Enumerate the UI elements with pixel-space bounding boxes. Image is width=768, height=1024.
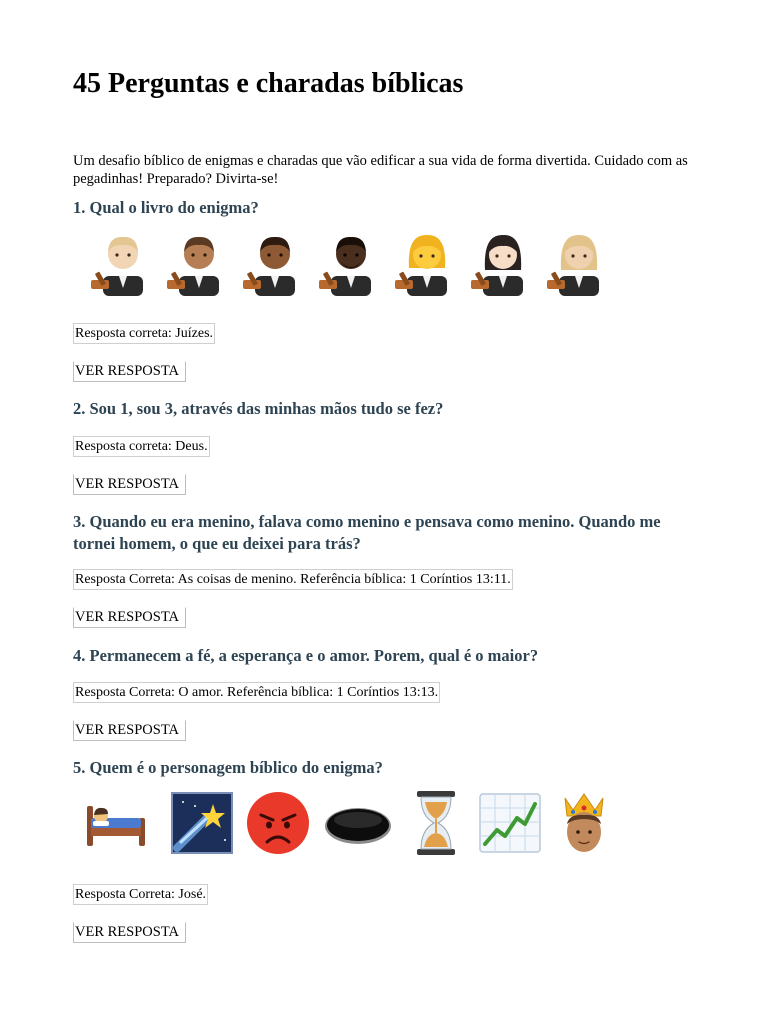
prince-icon <box>551 788 617 858</box>
judge-light-skin-icon <box>89 228 155 298</box>
person-in-bed-icon <box>83 788 149 858</box>
shooting-star-icon <box>169 788 235 858</box>
question-3: 3. Quando eu era menino, falava como menino e pensava como menino. Quando me tornei homem, o que eu deixei para trás? <box>73 512 661 553</box>
question-5: 5. Quem é o personagem bíblico do enigma? <box>73 758 383 777</box>
answer-1: Resposta correta: Juízes. <box>73 323 215 344</box>
answer-5: Resposta Correta: José. <box>73 884 208 905</box>
answer-4: Resposta Correta: O amor. Referência bíblica: 1 Coríntios 13:13. <box>73 682 440 703</box>
question-2: 2. Sou 1, sou 3, através das minhas mãos tudo se fez? <box>73 399 444 418</box>
intro-paragraph: Um desafio bíblico de enigmas e charadas que vão edificar a sua vida de forma divertida. Cuidado com as pegadinhas! Preparado? Divirta-se! <box>73 153 688 187</box>
female-judge-yellow-icon <box>393 228 459 298</box>
ver-resposta-button-5[interactable]: VER RESPOSTA <box>73 922 186 943</box>
ver-resposta-button-1[interactable]: VER RESPOSTA <box>73 361 186 382</box>
ver-resposta-button-4[interactable]: VER RESPOSTA <box>73 720 186 741</box>
question-4: 4. Permanecem a fé, a esperança e o amor. Porem, qual é o maior? <box>73 646 539 665</box>
judge-medium-dark-skin-icon <box>241 228 307 298</box>
judge-dark-skin-icon <box>317 228 383 298</box>
female-judge-medium-light-skin-icon <box>545 228 611 298</box>
answer-2: Resposta correta: Deus. <box>73 436 210 457</box>
angry-face-icon <box>245 788 311 858</box>
chart-increasing-icon <box>477 788 543 858</box>
hourglass-icon <box>403 788 469 858</box>
hole-icon <box>325 788 391 858</box>
question-1: 1. Qual o livro do enigma? <box>73 198 259 217</box>
judge-medium-skin-icon <box>165 228 231 298</box>
ver-resposta-button-3[interactable]: VER RESPOSTA <box>73 607 186 628</box>
ver-resposta-button-2[interactable]: VER RESPOSTA <box>73 474 186 495</box>
emoji-row-1 <box>73 228 633 298</box>
female-judge-light-skin-icon <box>469 228 535 298</box>
answer-3: Resposta Correta: As coisas de menino. Referência bíblica: 1 Coríntios 13:11. <box>73 569 513 590</box>
emoji-row-5 <box>73 788 633 858</box>
page-title: 45 Perguntas e charadas bíblicas <box>73 68 464 99</box>
